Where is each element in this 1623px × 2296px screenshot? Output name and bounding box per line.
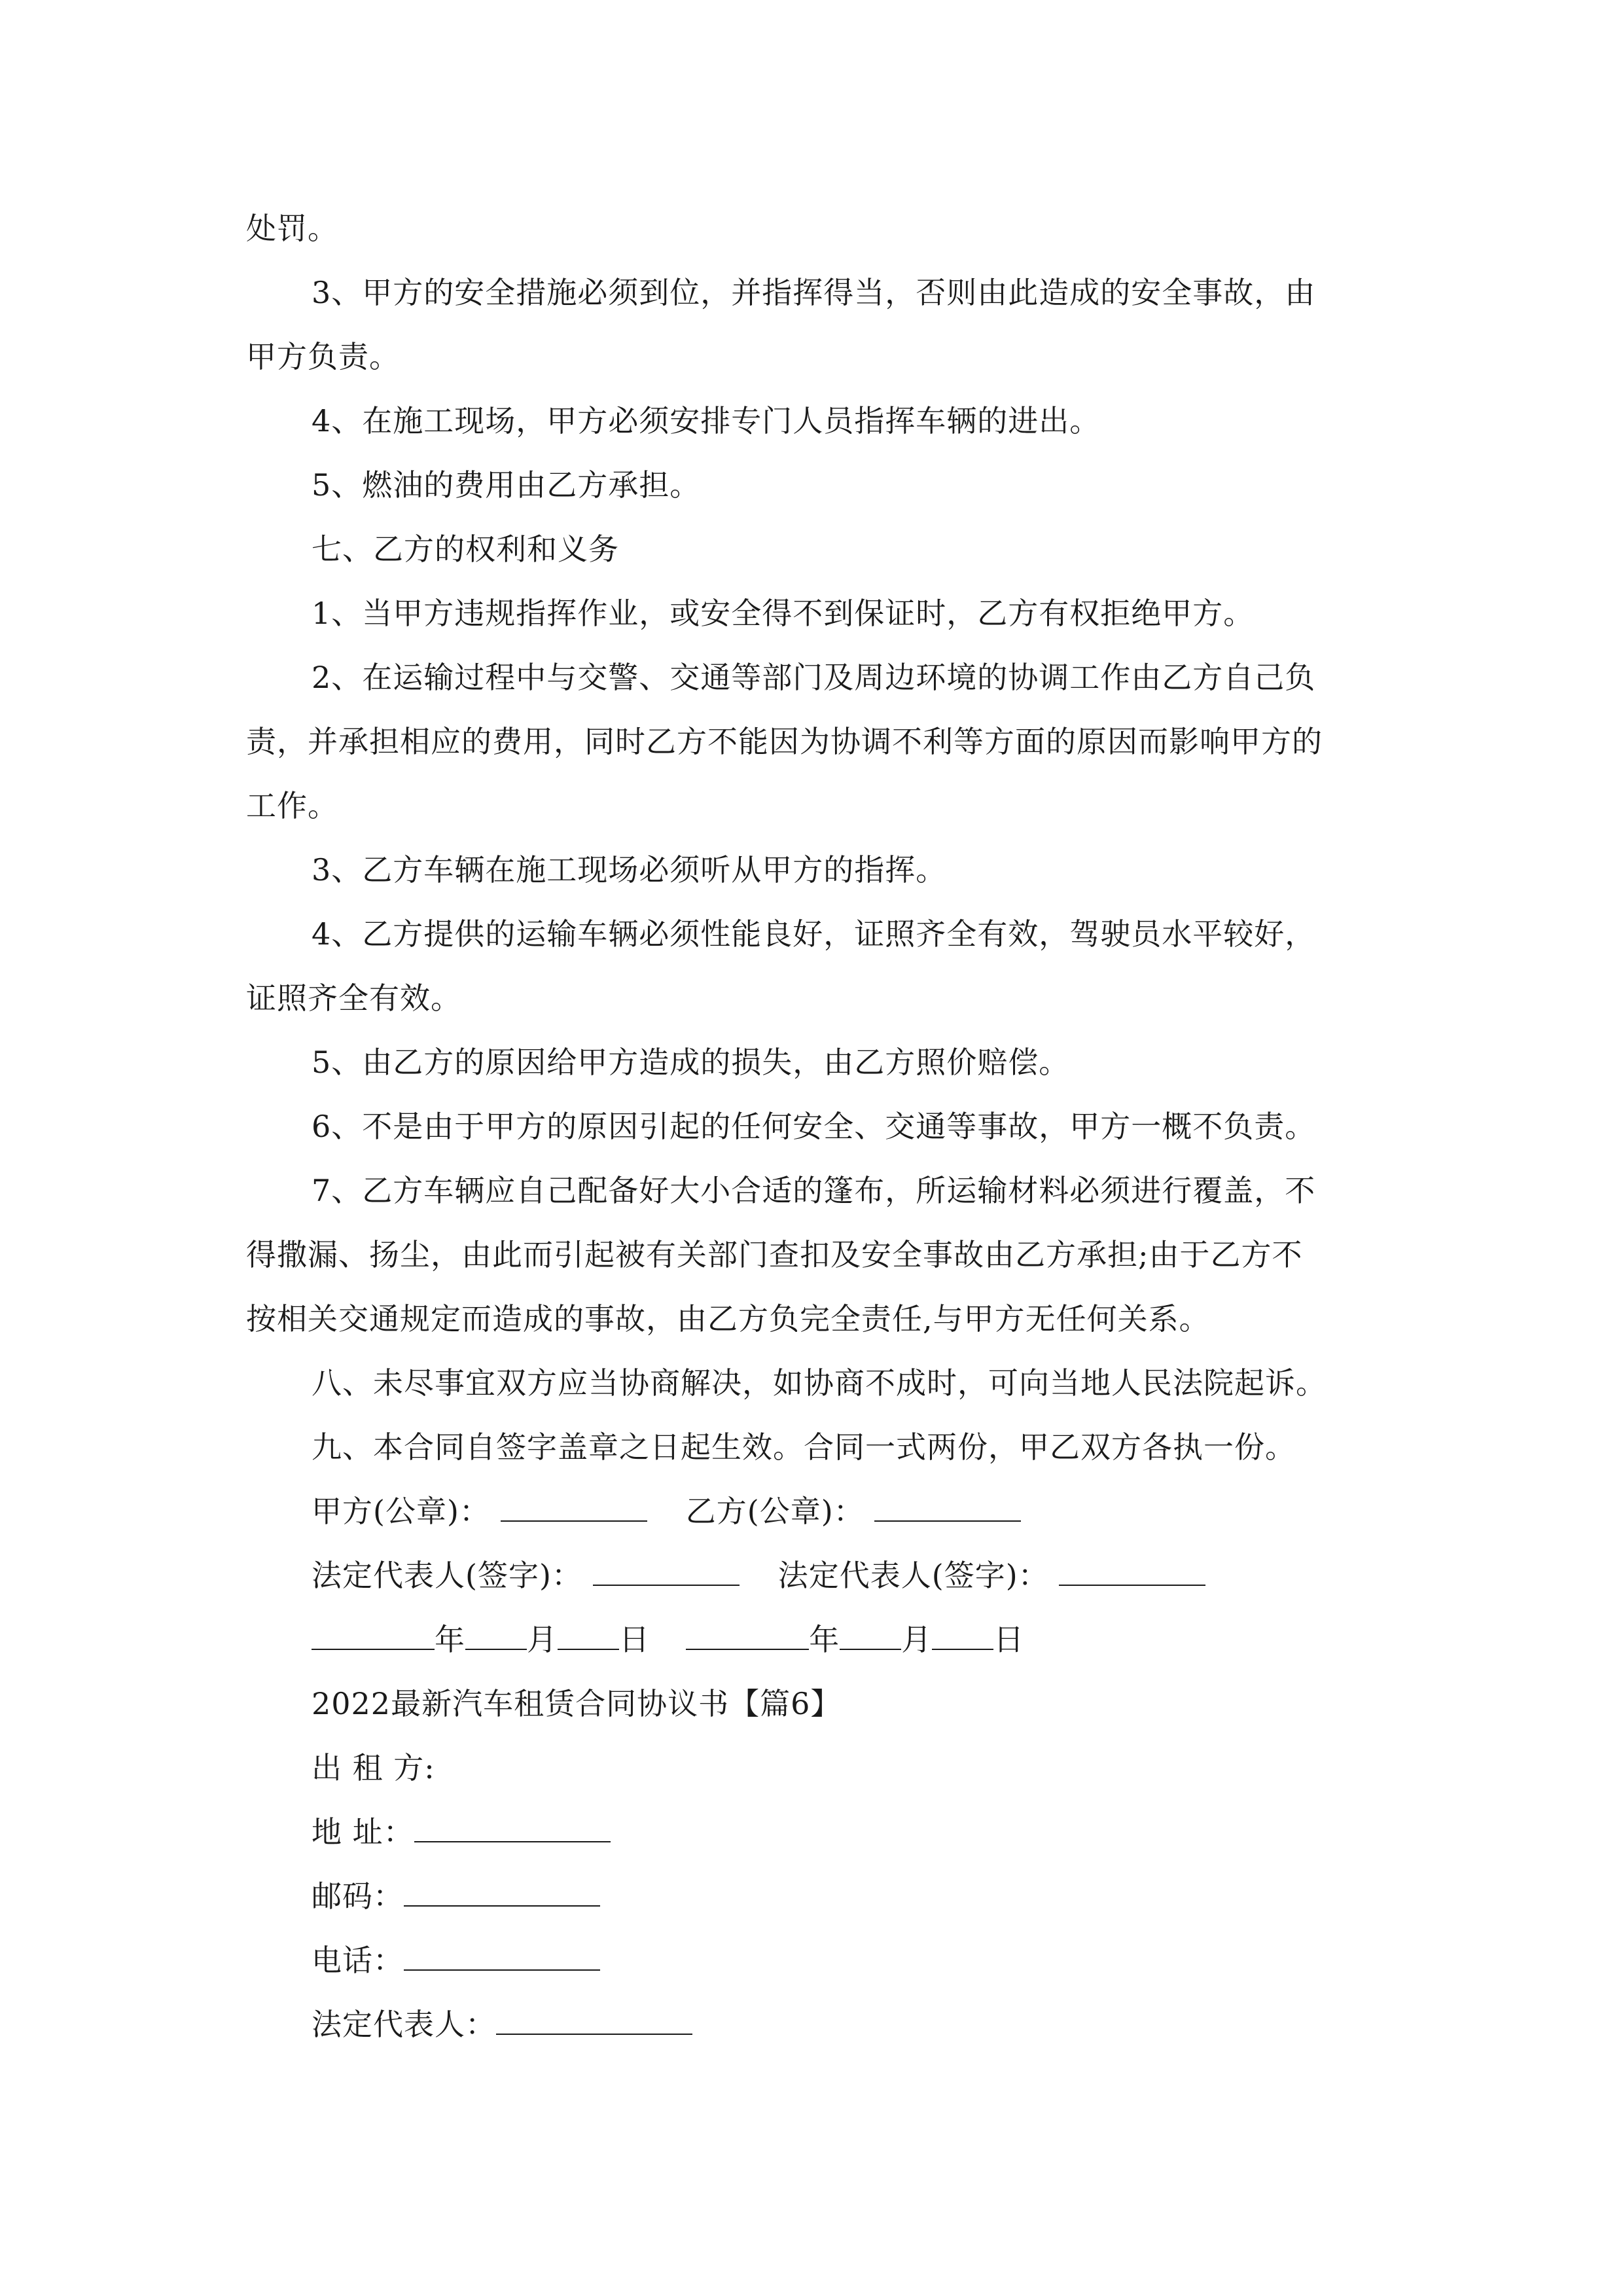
paragraph-line: 4、在施工现场，甲方必须安排专门人员指挥车辆的进出。	[312, 403, 1101, 439]
legal-rep-row	[246, 1992, 1391, 2056]
paragraph-line: 得撒漏、扬尘，由此而引起被有关部门查扣及安全事故由乙方承担;由于乙方不	[246, 1237, 1303, 1272]
phone-blank	[404, 1943, 600, 1971]
paragraph-line: 责，并承担相应的费用，同时乙方不能因为协调不利等方面的原因而影响甲方的	[246, 724, 1323, 759]
rep-a-label: 法定代表人(签字)：	[312, 1558, 582, 1593]
paragraph-line: 八、未尽事宜双方应当协商解决，如协商不成时，可向当地人民法院起诉。	[312, 1365, 1327, 1401]
address-row	[246, 1800, 1391, 1864]
paragraph-line: 按相关交通规定而造成的事故，由乙方负完全责任,与甲方无任何关系。	[246, 1301, 1210, 1336]
year-blank	[312, 1623, 435, 1650]
phone-row	[246, 1928, 1391, 1992]
paragraph-line: 1、当甲方违规指挥作业，或安全得不到保证时，乙方有权拒绝甲方。	[312, 596, 1255, 631]
month-blank	[840, 1623, 901, 1650]
rep-b-blank	[1059, 1558, 1205, 1586]
month-label: 月	[901, 1622, 933, 1657]
month-label: 月	[527, 1622, 558, 1657]
postcode-blank	[404, 1879, 600, 1907]
day-blank	[558, 1623, 619, 1650]
rep-a-blank	[593, 1558, 740, 1586]
party-b-seal-blank	[874, 1494, 1021, 1522]
seal-signature-row	[246, 1479, 1391, 1543]
legal-rep-label: 法定代表人：	[312, 2007, 496, 2042]
paragraph-line: 证照齐全有效。	[246, 980, 461, 1016]
paragraph-line: 工作。	[246, 788, 338, 823]
year-label: 年	[809, 1622, 840, 1657]
address-label: 地 址：	[312, 1814, 414, 1850]
party-a-seal-blank	[501, 1494, 647, 1522]
paragraph-line: 5、由乙方的原因给甲方造成的损失，由乙方照价赔偿。	[312, 1045, 1070, 1080]
paragraph-line: 3、乙方车辆在施工现场必须听从甲方的指挥。	[312, 852, 947, 888]
date-row	[246, 1607, 1391, 1672]
legal-rep-blank	[496, 2007, 692, 2035]
month-blank	[465, 1623, 527, 1650]
lessor-label: 出 租 方:	[312, 1750, 435, 1785]
party-a-seal-label: 甲方(公章)：	[312, 1494, 490, 1529]
section-heading: 七、乙方的权利和义务	[312, 531, 619, 567]
paragraph-line: 处罚。	[246, 211, 338, 246]
paragraph-line: 九、本合同自签字盖章之日起生效。合同一式两份，甲乙双方各执一份。	[312, 1429, 1296, 1465]
paragraph-line: 7、乙方车辆应自己配备好大小合适的篷布，所运输材料必须进行覆盖，不	[312, 1173, 1316, 1208]
year-label: 年	[435, 1622, 465, 1657]
address-blank	[414, 1815, 611, 1842]
section-title: 2022最新汽车租赁合同协议书【篇6】	[312, 1686, 842, 1721]
paragraph-line: 3、甲方的安全措施必须到位，并指挥得当，否则由此造成的安全事故，由	[312, 275, 1316, 310]
phone-label: 电话：	[312, 1943, 404, 1978]
day-label: 日	[619, 1622, 650, 1657]
paragraph-line: 4、乙方提供的运输车辆必须性能良好，证照齐全有效，驾驶员水平较好，	[312, 916, 1316, 952]
party-b-seal-label: 乙方(公章)：	[685, 1494, 865, 1529]
document-body	[246, 196, 1391, 2056]
rep-b-label: 法定代表人(签字)：	[777, 1558, 1049, 1593]
rep-signature-row	[246, 1543, 1391, 1607]
day-blank	[932, 1623, 993, 1650]
year-blank	[686, 1623, 809, 1650]
paragraph-line: 甲方负责。	[246, 339, 400, 374]
postcode-row	[246, 1864, 1391, 1928]
day-label: 日	[993, 1622, 1025, 1657]
paragraph-line: 6、不是由于甲方的原因引起的任何安全、交通等事故，甲方一概不负责。	[312, 1109, 1316, 1144]
postcode-label: 邮码：	[312, 1878, 404, 1914]
paragraph-line: 2、在运输过程中与交警、交通等部门及周边环境的协调工作由乙方自己负	[312, 660, 1316, 695]
paragraph-line: 5、燃油的费用由乙方承担。	[312, 467, 701, 503]
